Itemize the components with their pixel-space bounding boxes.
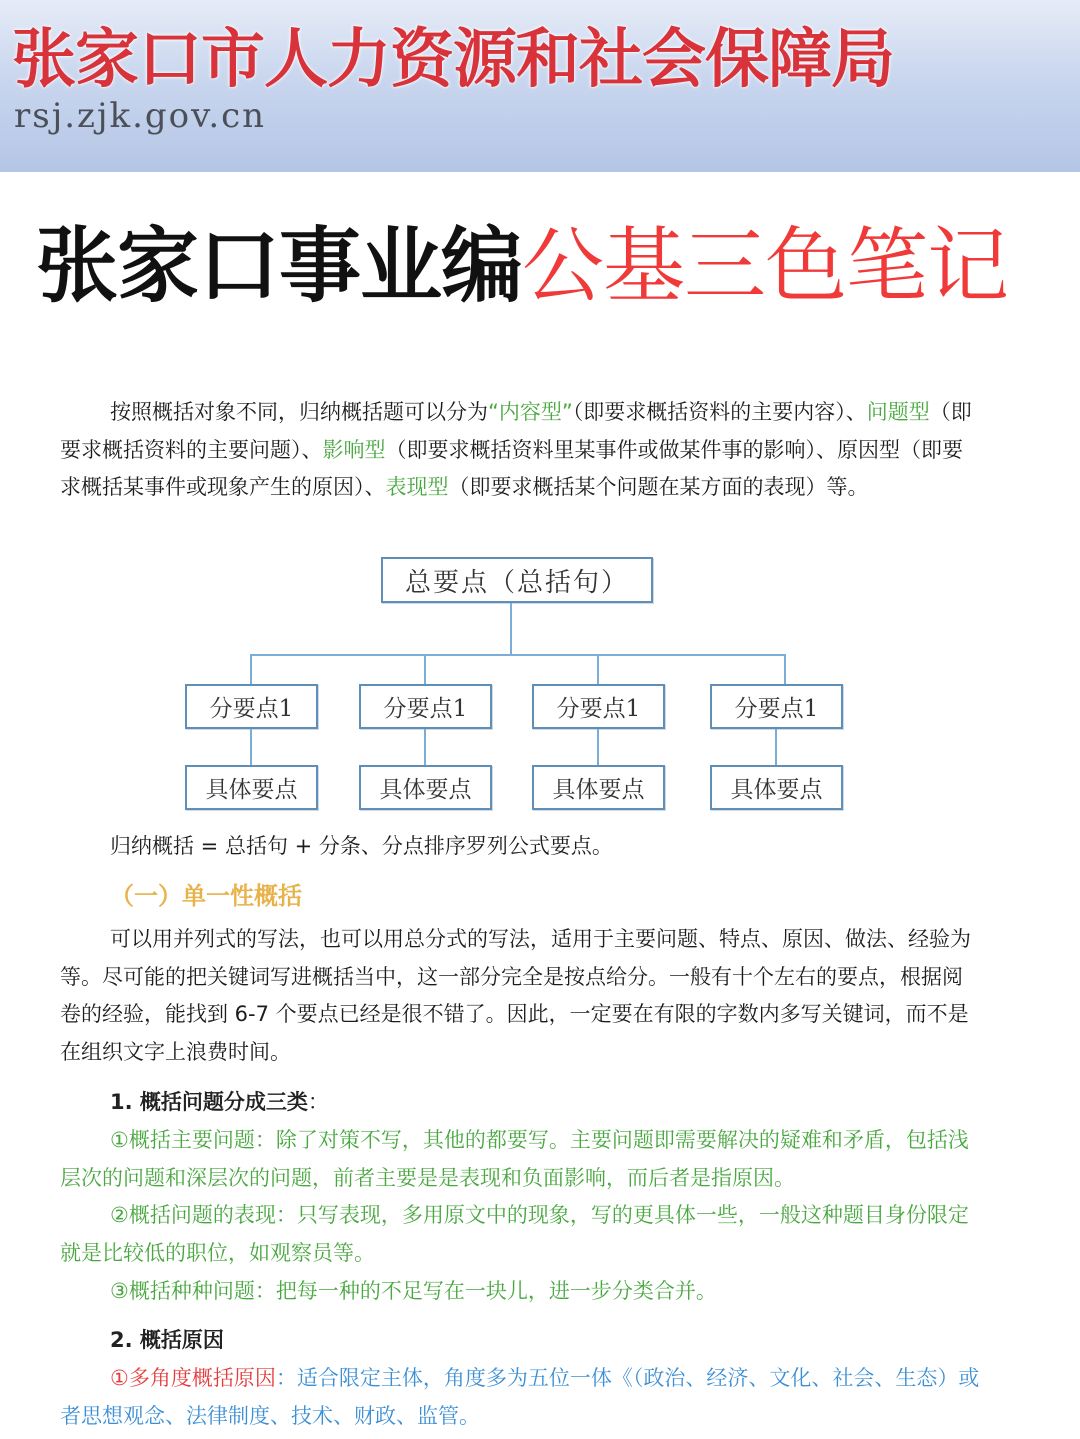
- sub1-item-2: ②概括问题的表现：只写表现，多用原文中的现象，写的更具体一些，一般这种题目身份限定就是比较低的职位，如观察员等。: [60, 1203, 969, 1265]
- diagram-point-4: 分要点1: [710, 684, 843, 729]
- intro-paragraph: [60, 394, 980, 507]
- intro-text-3: （即要求概括资料的主要问题）、: [60, 400, 972, 462]
- bureau-title: 张家口市人力资源和社会保障局: [12, 23, 894, 97]
- connector-down-1: [250, 654, 252, 684]
- formula-line: 归纳概括 = 总括句 + 分条、分点排序罗列公式要点。: [110, 834, 613, 858]
- diagram-detail-1: 具体要点: [185, 765, 318, 810]
- sub2-item-text: ：适合限定主体，角度多为五位一体《（政治、经济、文化、社会、生态）或者思想观念、法律制度、技术、财政、监管。: [60, 1366, 980, 1428]
- type-impact: 影响型: [322, 437, 386, 462]
- sub1-heading-text: 1. 概括问题分成三类: [110, 1090, 308, 1114]
- section-heading-single: （一）单一性概括: [110, 882, 302, 910]
- connector-detail-4: [775, 729, 777, 765]
- intro-text-5: （即要求概括某个问题在某方面的表现）等。: [448, 475, 869, 499]
- sub2-item-lead: ①多角度概括原因: [110, 1366, 276, 1390]
- intro-text-4: （即要求概括资料里某事件或做某件事的影响）、原因型（即要求概括某事件或现象产生的原因）、: [60, 437, 963, 499]
- sub1-item-3: ③概括种种问题：把每一种的不足写在一块儿，进一步分类合并。: [110, 1279, 717, 1303]
- intro-text-1: 按照概括对象不同，归纳概括题可以分为: [110, 400, 488, 424]
- sub2-heading: 2. 概括原因: [110, 1328, 224, 1352]
- page-title: [36, 219, 1009, 314]
- connector-detail-3: [597, 729, 599, 765]
- intro-text-2: （即要求概括资料的主要内容）、: [572, 400, 867, 424]
- sub1-heading-colon: ：: [307, 1090, 329, 1114]
- website-url[interactable]: rsj.zjk.gov.cn: [14, 96, 267, 136]
- type-problem: 问题型: [866, 400, 930, 424]
- connector-detail-1: [250, 729, 252, 765]
- diagram-top-box: 总要点（总括句）: [381, 557, 653, 603]
- header-banner: [0, 0, 1080, 172]
- diagram-point-3: 分要点1: [532, 684, 665, 729]
- diagram-detail-4: 具体要点: [710, 765, 843, 810]
- title-part-black: 张家口事业编: [36, 219, 523, 314]
- connector-down-2: [424, 654, 426, 684]
- connector-down-3: [597, 654, 599, 684]
- diagram-detail-3: 具体要点: [532, 765, 665, 810]
- diagram-point-1: 分要点1: [185, 684, 318, 729]
- diagram-point-2: 分要点1: [359, 684, 492, 729]
- connector-vertical-top: [510, 603, 512, 655]
- sub1-item-1: ①概括主要问题：除了对策不写，其他的都要写。主要问题即需要解决的疑难和矛盾，包括浅层次的问题和深层次的问题，前者主要是是表现和负面影响，而后者是指原因。: [60, 1128, 969, 1190]
- section1-body: 可以用并列式的写法，也可以用总分式的写法，适用于主要问题、特点、原因、做法、经验为等。尽可能的把关键词写进概括当中，这一部分完全是按点给分。一般有十个左右的要点，根据阅卷的经验，能找到 6-7 个要点已经是很不错了。因此，一定要在有限的字数内多写关键词，而不是在组织文字上浪费时间。: [60, 927, 971, 1064]
- connector-down-4: [784, 654, 786, 684]
- diagram-detail-2: 具体要点: [359, 765, 492, 810]
- sub1-heading: [110, 1086, 329, 1116]
- title-part-red: 公基三色笔记: [522, 219, 1009, 314]
- connector-detail-2: [424, 729, 426, 765]
- type-content: “内容型”: [488, 400, 573, 424]
- sub2-item-1: [60, 1360, 980, 1435]
- type-performance: 表现型: [385, 475, 449, 499]
- connector-horizontal: [250, 654, 786, 656]
